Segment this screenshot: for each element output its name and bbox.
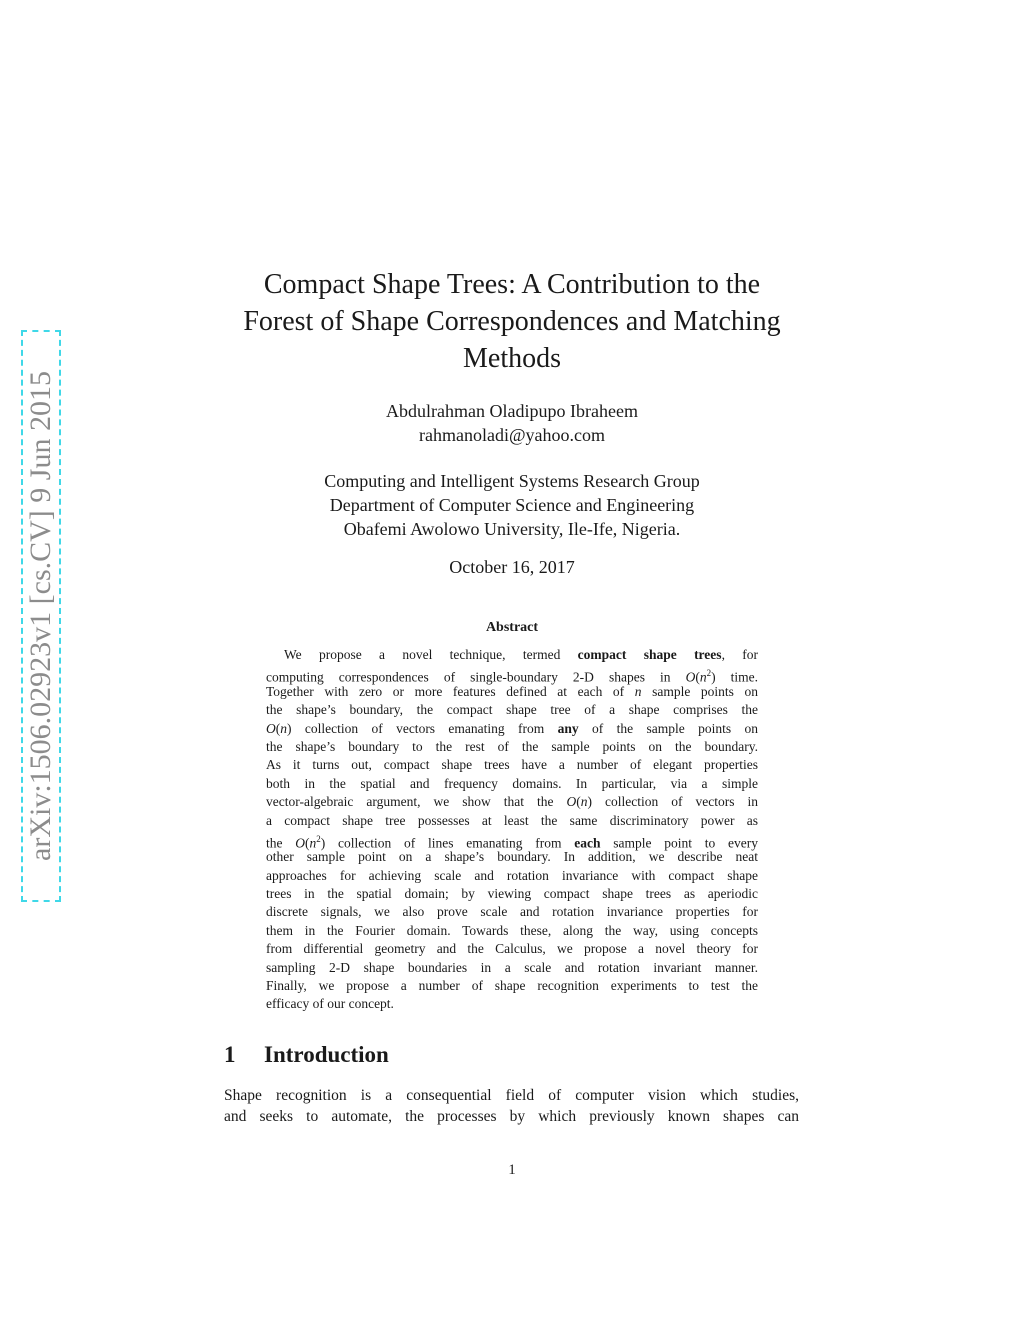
body-line: and seeks to automate, the processes by which previously known shapes can xyxy=(224,1108,799,1125)
abstract-body xyxy=(266,646,758,1014)
abstract-line: We propose a novel technique, termed compact shape trees, for xyxy=(284,647,759,662)
abstract-line: a compact shape tree possesses at least the same discriminatory power as xyxy=(266,812,758,828)
abstract-line: approaches for achieving scale and rotation invariance with compact shape xyxy=(266,867,758,883)
section-number: 1 xyxy=(224,1042,236,1067)
author-block xyxy=(200,399,824,447)
abstract-line: As it turns out, compact shape trees have a number of elegant properties xyxy=(266,757,758,773)
arxiv-identifier[interactable]: arXiv:1506.02923v1 [cs.CV] 9 Jun 2015 xyxy=(24,371,57,861)
page-number: 1 xyxy=(508,1162,516,1178)
affiliation-line: Department of Computer Science and Engineering xyxy=(329,495,695,515)
paper-title xyxy=(200,266,824,377)
abstract-line: sampling 2-D shape boundaries in a scale and rotation invariant manner. xyxy=(266,959,758,975)
title-line: Forest of Shape Correspondences and Matching xyxy=(243,306,781,337)
term-compact-shape-trees: compact shape trees xyxy=(577,647,722,662)
abstract-line: both in the spatial and frequency domains. In particular, via a simple xyxy=(266,775,758,791)
abstract-line: other sample point on a shape’s boundary. In addition, we describe neat xyxy=(266,849,758,865)
abstract-line: efficacy of our concept. xyxy=(266,996,394,1012)
abstract-line: the shape’s boundary to the rest of the sample points on the boundary. xyxy=(266,738,758,754)
abstract-line: vector-algebraic argument, we show that the O(n) collection of vectors in xyxy=(266,794,758,810)
abstract-line: computing correspondences of single-boundary 2-D shapes in $O(n^2)$ time. xyxy=(266,668,758,685)
title-line: Compact Shape Trees: A Contribution to the xyxy=(263,269,761,300)
author-email[interactable]: rahmanoladi@yahoo.com xyxy=(418,425,606,445)
abstract-line: the $O(n^2)$ collection of lines emanating from each sample point to every xyxy=(266,833,758,851)
abstract-line: them in the Fourier domain. Towards these, along the way, using concepts xyxy=(266,922,758,938)
abstract-line: Together with zero or more features defined at each of n sample points on xyxy=(266,683,758,699)
title-line: Methods xyxy=(463,343,561,374)
abstract-line: the shape’s boundary, the compact shape tree of a shape comprises the xyxy=(266,702,758,718)
section-heading-introduction xyxy=(224,1040,389,1070)
affiliation-line: Computing and Intelligent Systems Research Group xyxy=(324,471,700,491)
abstract-line: trees in the spatial domain; by viewing compact shape trees as aperiodic xyxy=(266,886,758,902)
body-line: Shape recognition is a consequential field of computer vision which studies, xyxy=(224,1087,799,1104)
abstract-line: from differential geometry and the Calculus, we propose a novel theory for xyxy=(266,941,758,957)
affiliation-line: Obafemi Awolowo University, Ile-Ife, Nigeria. xyxy=(343,519,681,539)
section-title: Introduction xyxy=(264,1042,389,1067)
abstract-line: Finally, we propose a number of shape recognition experiments to test the xyxy=(266,978,758,994)
abstract-line: discrete signals, we also prove scale and rotation invariance properties for xyxy=(266,904,758,920)
paper-date: October 16, 2017 xyxy=(449,557,575,577)
introduction-body xyxy=(224,1085,799,1127)
abstract-line: O(n) collection of vectors emanating from any of the sample points on xyxy=(266,720,758,736)
author-name: Abdulrahman Oladipupo Ibraheem xyxy=(386,401,638,421)
abstract-heading: Abstract xyxy=(485,620,539,635)
affiliation-block xyxy=(200,469,824,541)
